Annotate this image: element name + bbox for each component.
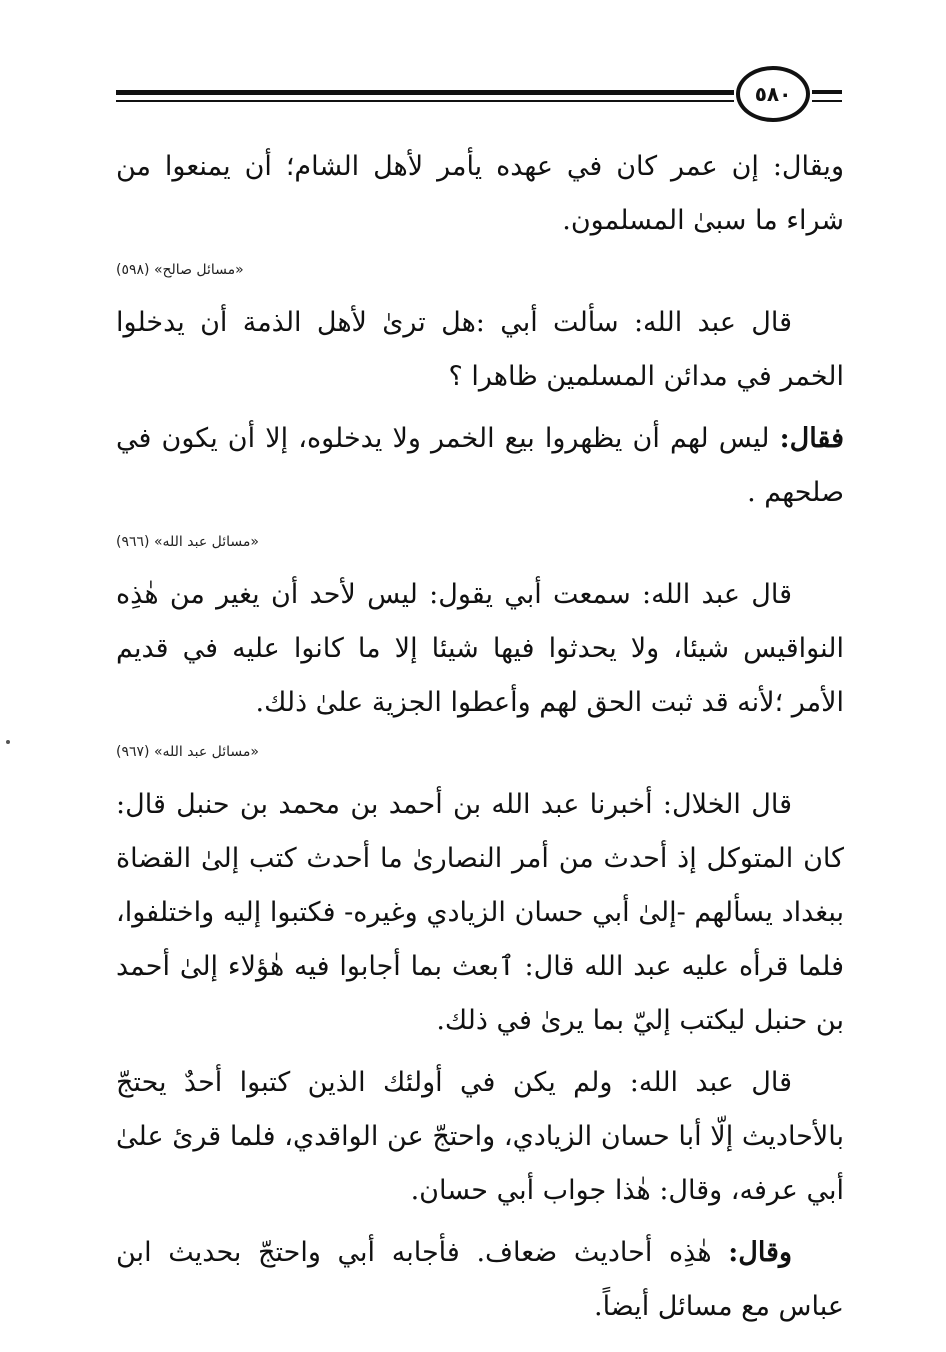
source-citation: «مسائل عبد الله» (٩٦٦)	[116, 534, 259, 550]
margin-speck	[6, 740, 10, 744]
header-rule-right-thick	[812, 90, 842, 94]
source-citation: «مسائل صالح» (٥٩٨)	[116, 262, 244, 278]
paragraph	[116, 296, 844, 404]
page-number: ٥٨٠	[754, 82, 792, 106]
paragraph-text: هٰذِه أحاديث ضعاف. فأجابه أبي واحتجّ بحديث ابن عباس مع مسائل أيضاً.	[116, 1237, 844, 1322]
paragraph	[116, 778, 844, 1048]
paragraph-text: قال عبد الله: سمعت أبي يقول: ليس لأحد أن يغير من هٰذِه النواقيس شيئا، ولا يحدثوا فيها شيئا إلا ما كانوا عليه في قديم الأمر ؛لأنه قد ثبت الحق لهم وأعطوا الجزية علىٰ ذلك.	[116, 579, 844, 718]
header-rule-right-thin	[812, 100, 842, 102]
paragraph-lead: وقال:	[728, 1237, 792, 1268]
paragraph-text: ليس لهم أن يظهروا بيع الخمر ولا يدخلوه، إلا أن يكون في صلحهم .	[116, 423, 844, 508]
paragraph-text: قال الخلال: أخبرنا عبد الله بن أحمد بن محمد بن حنبل قال: كان المتوكل إذ أحدث من أمر النصارىٰ ما أحدث كتب إلىٰ القضاة ببغداد يسألهم -إلىٰ أبي حسان الزيادي وغيره- فكتبوا إليه واختلفوا، فلما قرأه عليه عبد الله قال: ٱبعث بما أجابوا فيه هٰؤلاء إلىٰ أحمد بن حنبل ليكتب إليّ بما يرىٰ في ذلك.	[116, 789, 844, 1036]
paragraph	[116, 140, 844, 248]
paragraph	[116, 1056, 844, 1218]
page-number-badge	[736, 66, 810, 122]
paragraph	[116, 412, 844, 520]
paragraph	[116, 568, 844, 730]
header-rule-thin	[116, 100, 734, 102]
page-header	[0, 0, 946, 140]
header-rule-thick	[116, 90, 734, 95]
paragraph-text: قال عبد الله: ولم يكن في أولئك الذين كتبوا أحدٌ يحتجّ بالأحاديث إلّا أبا حسان الزيادي، واحتجّ عن الواقدي، فلما قرئ علىٰ أبي عرفه، وقال: هٰذا جواب أبي حسان.	[116, 1067, 844, 1206]
paragraph-text: ويقال: إن عمر كان في عهده يأمر لأهل الشام؛ أن يمنعوا من شراء ما سبىٰ المسلمون.	[116, 151, 844, 236]
paragraph-lead: فقال:	[779, 423, 844, 454]
paragraph-text: قال عبد الله: سألت أبي :هل ترىٰ لأهل الذمة أن يدخلوا الخمر في مدائن المسلمين ظاهرا ؟	[116, 307, 844, 392]
page-body	[116, 140, 844, 1342]
source-citation: «مسائل عبد الله» (٩٦٧)	[116, 744, 259, 760]
paragraph	[116, 1226, 844, 1334]
